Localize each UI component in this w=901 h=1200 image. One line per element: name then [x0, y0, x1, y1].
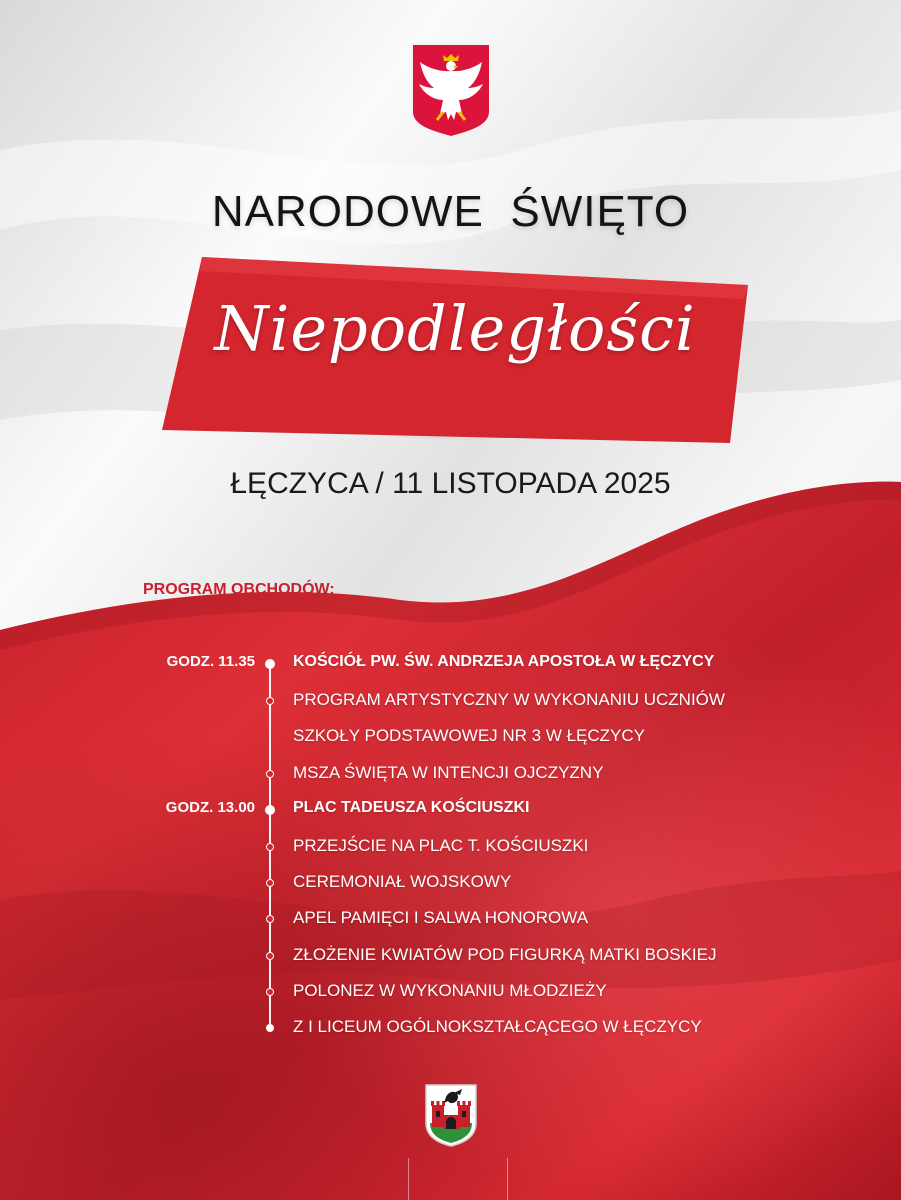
timeline-row [0, 981, 901, 1005]
timeline-text: APEL PAMIĘCI I SALWA HONOROWA [293, 908, 589, 927]
timeline-text: ZŁOŻENIE KWIATÓW POD FIGURKĄ MATKI BOSKIEJ [293, 945, 717, 964]
timeline-text: SZKOŁY PODSTAWOWEJ NR 3 W ŁĘCZYCY [293, 726, 646, 745]
timeline-row [0, 653, 901, 677]
timeline-dot [266, 879, 274, 887]
timeline-text: POLONEZ W WYKONANIU MŁODZIEŻY [293, 981, 607, 1000]
timeline-text: PLAC TADEUSZA KOŚCIUSZKI [293, 799, 530, 816]
timeline-text: KOŚCIÓŁ PW. ŚW. ANDRZEJA APOSTOŁA W ŁĘCZYCY [293, 653, 715, 670]
timeline-dot [266, 1024, 274, 1032]
timeline-dot [266, 988, 274, 996]
timeline-text: PROGRAM ARTYSTYCZNY W WYKONANIU UCZNIÓW [293, 690, 725, 709]
timeline-text: PRZEJŚCIE NA PLAC T. KOŚCIUSZKI [293, 836, 589, 855]
timeline-time: GODZ. 11.35 [166, 653, 255, 670]
timeline-row [0, 763, 901, 787]
timeline-row [0, 836, 901, 860]
program-heading: PROGRAM OBCHODÓW: [143, 581, 335, 598]
divider-line [507, 1158, 508, 1200]
timeline-dot [266, 952, 274, 960]
timeline-time: GODZ. 13.00 [165, 799, 255, 816]
timeline-dot [266, 843, 274, 851]
title-script: Niepodległości [214, 292, 696, 365]
leczyca-coat-of-arms [424, 1083, 478, 1147]
timeline-row [0, 799, 901, 823]
timeline-text: MSZA ŚWIĘTA W INTENCJI OJCZYZNY [293, 763, 604, 782]
timeline-row [0, 908, 901, 932]
date-location: ŁĘCZYCA / 11 LISTOPADA 2025 [230, 467, 671, 500]
timeline-text: CEREMONIAŁ WOJSKOWY [293, 872, 512, 891]
timeline-dot [265, 805, 275, 815]
timeline-dot [266, 915, 274, 923]
timeline-row [0, 872, 901, 896]
timeline-dot [266, 697, 274, 705]
timeline-row [0, 690, 901, 714]
timeline-row [0, 1017, 901, 1041]
divider-line [408, 1158, 409, 1200]
title-line: NARODOWE ŚWIĘTO [211, 187, 690, 236]
timeline-dot [266, 770, 274, 778]
timeline-row [0, 726, 901, 750]
timeline-row [0, 945, 901, 969]
timeline-dot [265, 659, 275, 669]
timeline-text: Z I LICEUM OGÓLNOKSZTAŁCĄCEGO W ŁĘCZYCY [293, 1017, 702, 1036]
